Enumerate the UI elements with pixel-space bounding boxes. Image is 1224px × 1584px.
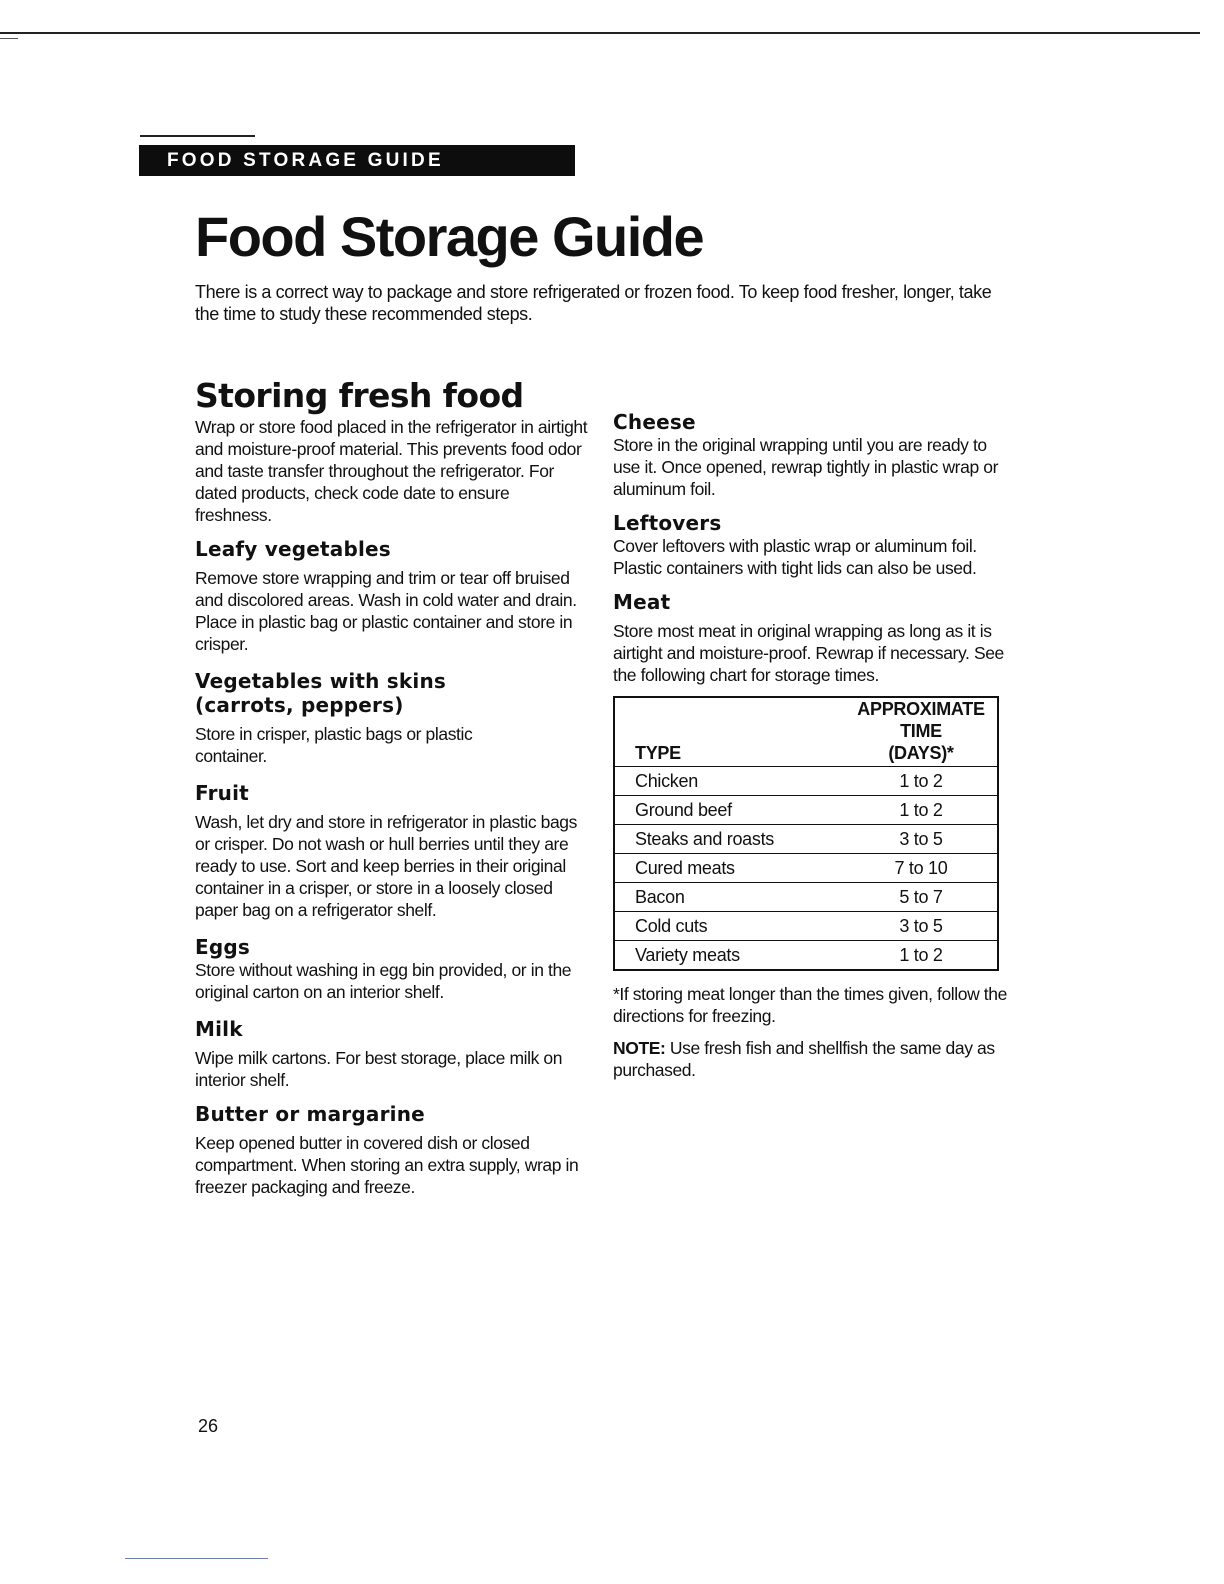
heading-milk: Milk xyxy=(195,1017,243,1041)
meat-storage-table xyxy=(613,696,999,971)
heading-butter-or-margarine: Butter or margarine xyxy=(195,1102,425,1126)
section-title: Storing fresh food xyxy=(195,376,524,415)
text-fruit: Wash, let dry and store in refrigerator in plastic bags or crisper. Do not wash or hull berries until they are ready to use. Sort and keep berries in their original container in a crisper, or store in a loosely closed paper bag on a refrigerator shelf. xyxy=(195,812,577,920)
text-milk: Wipe milk cartons. For best storage, place milk on interior shelf. xyxy=(195,1048,563,1090)
cell-days: 3 to 5 xyxy=(845,825,998,854)
column-header-type: TYPE xyxy=(635,743,681,763)
note-text: Use fresh fish and shellfish the same day as purchased. xyxy=(613,1038,995,1080)
table-row xyxy=(614,941,998,971)
cell-type: Variety meats xyxy=(614,941,845,971)
text-leafy-vegetables: Remove store wrapping and trim or tear off bruised and discolored areas. Wash in cold water and drain. Place in plastic bag or plastic container and store in crisper. xyxy=(195,568,577,654)
cell-days: 5 to 7 xyxy=(845,883,998,912)
right-column xyxy=(613,410,1013,1081)
table-row xyxy=(614,883,998,912)
cell-type: Steaks and roasts xyxy=(614,825,845,854)
text-cheese: Store in the original wrapping until you are ready to use it. Once opened, rewrap tightly in plastic wrap or aluminum foil. xyxy=(613,435,998,499)
banner-rule xyxy=(140,135,255,137)
cell-type: Ground beef xyxy=(614,796,845,825)
cell-type: Cold cuts xyxy=(614,912,845,941)
column-header-time xyxy=(845,697,998,767)
heading-cheese: Cheese xyxy=(613,410,696,434)
cell-days: 7 to 10 xyxy=(845,854,998,883)
intro-paragraph: There is a correct way to package and store refrigerated or frozen food. To keep food fresher, longer, take the time to study these recommended steps. xyxy=(195,282,992,324)
cell-type: Bacon xyxy=(614,883,845,912)
heading-leftovers: Leftovers xyxy=(613,511,722,535)
heading-meat: Meat xyxy=(613,590,671,614)
page-number: 26 xyxy=(198,1416,219,1436)
table-row xyxy=(614,796,998,825)
heading-vegetables-with-skins: Vegetables with skins (carrots, peppers) xyxy=(195,669,446,717)
text-eggs: Store without washing in egg bin provided, or in the original carton on an interior shelf. xyxy=(195,960,572,1002)
text-leftovers: Cover leftovers with plastic wrap or aluminum foil. Plastic containers with tight lids can also be used. xyxy=(613,536,977,578)
column-header-time-line1: APPROXIMATE TIME xyxy=(857,699,985,741)
table-row xyxy=(614,825,998,854)
table-row xyxy=(614,767,998,796)
cell-days: 1 to 2 xyxy=(845,941,998,971)
cell-type: Cured meats xyxy=(614,854,845,883)
cell-type: Chicken xyxy=(614,767,845,796)
text-vegetables-with-skins: Store in crisper, plastic bags or plastic container. xyxy=(195,724,473,766)
note xyxy=(613,1037,1013,1081)
heading-fruit: Fruit xyxy=(195,781,249,805)
section-intro: Wrap or store food placed in the refrigerator in airtight and moisture-proof material. This prevents food odor and taste transfer throughout the refrigerator. For dated products, check code date to ensure freshness. xyxy=(195,417,588,525)
page-title: Food Storage Guide xyxy=(195,205,704,268)
table-row xyxy=(614,854,998,883)
column-header-time-line2: (DAYS)* xyxy=(888,743,954,763)
table-footnote: *If storing meat longer than the times given, follow the directions for freezing. xyxy=(613,984,1007,1026)
text-meat: Store most meat in original wrapping as long as it is airtight and moisture-proof. Rewrap if necessary. See the following chart for storage times. xyxy=(613,621,1004,685)
bottom-rule xyxy=(125,1558,268,1559)
cell-days: 1 to 2 xyxy=(845,796,998,825)
table-header-row xyxy=(614,697,998,767)
heading-leafy-vegetables: Leafy vegetables xyxy=(195,537,391,561)
left-column xyxy=(195,376,590,1198)
cell-days: 1 to 2 xyxy=(845,767,998,796)
top-rule xyxy=(0,32,1200,34)
cell-days: 3 to 5 xyxy=(845,912,998,941)
top-rule-tick xyxy=(0,38,18,39)
text-butter-or-margarine: Keep opened butter in covered dish or closed compartment. When storing an extra supply, wrap in freezer packaging and freeze. xyxy=(195,1133,579,1197)
heading-eggs: Eggs xyxy=(195,935,250,959)
note-label: NOTE: xyxy=(613,1038,666,1058)
table-row xyxy=(614,912,998,941)
section-banner: FOOD STORAGE GUIDE xyxy=(139,145,575,176)
